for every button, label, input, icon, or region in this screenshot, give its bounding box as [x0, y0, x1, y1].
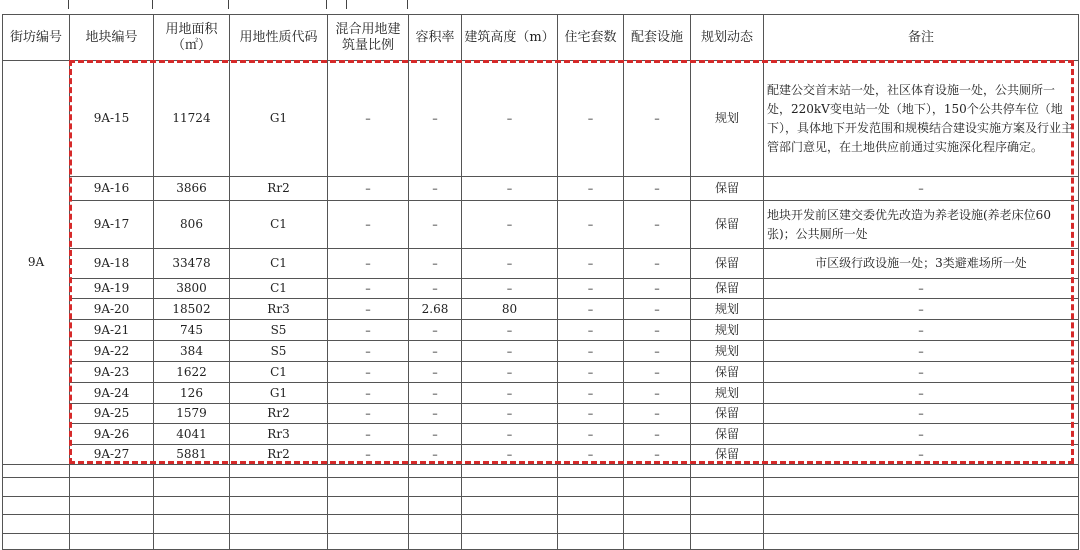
empty-cell	[328, 515, 409, 534]
mix-value: –	[328, 249, 409, 279]
header-facility: 配套设施	[624, 15, 691, 61]
area-value: 3866	[154, 177, 230, 201]
strip-tick	[228, 0, 229, 9]
empty-row	[3, 478, 1079, 497]
facility-value: –	[624, 341, 691, 362]
mix-value: –	[328, 201, 409, 249]
empty-cell	[328, 497, 409, 515]
plot-id: 9A-24	[70, 383, 154, 404]
table-row	[3, 362, 1079, 383]
housing-value: –	[558, 383, 624, 404]
table-row	[3, 279, 1079, 299]
plot-id: 9A-21	[70, 320, 154, 341]
plot-id: 9A-26	[70, 424, 154, 445]
empty-cell	[3, 534, 70, 550]
empty-cell	[409, 534, 462, 550]
facility-value: –	[624, 320, 691, 341]
header-area-unit: （㎡）	[171, 37, 211, 53]
height-value: 80	[462, 299, 558, 320]
code-value: C1	[230, 201, 328, 249]
area-value: 1579	[154, 404, 230, 424]
empty-cell	[764, 465, 1079, 478]
empty-cell	[70, 465, 154, 478]
empty-row	[3, 534, 1079, 550]
code-value: C1	[230, 279, 328, 299]
far-value: –	[409, 424, 462, 445]
far-value: –	[409, 383, 462, 404]
empty-cell	[154, 534, 230, 550]
area-value: 5881	[154, 445, 230, 465]
strip-tick	[346, 0, 347, 9]
code-value: G1	[230, 383, 328, 404]
far-value: –	[409, 177, 462, 201]
note-value: –	[764, 404, 1079, 424]
mix-value: –	[328, 424, 409, 445]
facility-value: –	[624, 404, 691, 424]
empty-cell	[328, 465, 409, 478]
mix-value: –	[328, 445, 409, 465]
empty-cell	[764, 515, 1079, 534]
note-value: –	[764, 362, 1079, 383]
plot-id: 9A-23	[70, 362, 154, 383]
housing-value: –	[558, 177, 624, 201]
status-value: 规划	[691, 320, 764, 341]
housing-value: –	[558, 299, 624, 320]
height-value: –	[462, 424, 558, 445]
empty-cell	[230, 515, 328, 534]
facility-value: –	[624, 249, 691, 279]
strip-tick	[326, 0, 327, 9]
facility-value: –	[624, 383, 691, 404]
empty-cell	[70, 497, 154, 515]
height-value: –	[462, 61, 558, 177]
header-area	[154, 15, 230, 61]
plot-id: 9A-18	[70, 249, 154, 279]
empty-row	[3, 465, 1079, 478]
note-value: 市区级行政设施一处；3类避难场所一处	[764, 249, 1079, 279]
far-value: –	[409, 201, 462, 249]
mix-value: –	[328, 404, 409, 424]
far-value: –	[409, 249, 462, 279]
empty-cell	[691, 478, 764, 497]
table-row	[3, 320, 1079, 341]
area-value: 806	[154, 201, 230, 249]
empty-cell	[691, 515, 764, 534]
mix-value: –	[328, 177, 409, 201]
table-row	[3, 341, 1079, 362]
far-value: –	[409, 341, 462, 362]
facility-value: –	[624, 201, 691, 249]
housing-value: –	[558, 404, 624, 424]
empty-cell	[70, 534, 154, 550]
plot-id: 9A-15	[70, 61, 154, 177]
header-dikuai: 地块编号	[70, 15, 154, 61]
empty-cell	[230, 465, 328, 478]
land-use-table	[2, 14, 1079, 550]
plot-id: 9A-22	[70, 341, 154, 362]
empty-cell	[462, 515, 558, 534]
area-value: 3800	[154, 279, 230, 299]
empty-cell	[764, 497, 1079, 515]
housing-value: –	[558, 362, 624, 383]
status-value: 规划	[691, 299, 764, 320]
empty-cell	[558, 478, 624, 497]
header-mix	[328, 15, 409, 61]
facility-value: –	[624, 177, 691, 201]
empty-cell	[462, 478, 558, 497]
empty-cell	[558, 515, 624, 534]
housing-value: –	[558, 279, 624, 299]
cropped-top-strip	[0, 0, 1080, 14]
plot-id: 9A-25	[70, 404, 154, 424]
table-row	[3, 424, 1079, 445]
area-value: 18502	[154, 299, 230, 320]
empty-cell	[154, 497, 230, 515]
strip-tick	[152, 0, 153, 9]
empty-cell	[624, 515, 691, 534]
status-value: 保留	[691, 404, 764, 424]
plot-id: 9A-27	[70, 445, 154, 465]
table-row	[3, 61, 1079, 177]
facility-value: –	[624, 299, 691, 320]
status-value: 规划	[691, 341, 764, 362]
table-row	[3, 201, 1079, 249]
plot-id: 9A-19	[70, 279, 154, 299]
status-value: 保留	[691, 249, 764, 279]
empty-cell	[462, 534, 558, 550]
facility-value: –	[624, 445, 691, 465]
empty-row	[3, 497, 1079, 515]
height-value: –	[462, 201, 558, 249]
far-value: –	[409, 445, 462, 465]
table-row	[3, 177, 1079, 201]
height-value: –	[462, 279, 558, 299]
height-value: –	[462, 362, 558, 383]
plot-id: 9A-17	[70, 201, 154, 249]
header-code: 用地性质代码	[230, 15, 328, 61]
empty-cell	[558, 465, 624, 478]
empty-cell	[624, 497, 691, 515]
mix-value: –	[328, 362, 409, 383]
mix-value: –	[328, 299, 409, 320]
facility-value: –	[624, 362, 691, 383]
height-value: –	[462, 445, 558, 465]
table-row	[3, 404, 1079, 424]
height-value: –	[462, 341, 558, 362]
table-row	[3, 249, 1079, 279]
empty-cell	[3, 478, 70, 497]
empty-cell	[691, 534, 764, 550]
note-value: –	[764, 177, 1079, 201]
note-value: 地块开发前区建交委优先改造为养老设施(养老床位60张)；公共厕所一处	[764, 201, 1079, 249]
empty-cell	[328, 534, 409, 550]
housing-value: –	[558, 61, 624, 177]
far-value: –	[409, 320, 462, 341]
area-value: 384	[154, 341, 230, 362]
facility-value: –	[624, 61, 691, 177]
status-value: 保留	[691, 362, 764, 383]
header-note: 备注	[764, 15, 1079, 61]
empty-cell	[409, 465, 462, 478]
far-value: –	[409, 61, 462, 177]
header-housing: 住宅套数	[558, 15, 624, 61]
mix-value: –	[328, 383, 409, 404]
header-far: 容积率	[409, 15, 462, 61]
status-value: 保留	[691, 445, 764, 465]
strip-tick	[68, 0, 69, 9]
status-value: 规划	[691, 383, 764, 404]
note-value: –	[764, 341, 1079, 362]
mix-value: –	[328, 61, 409, 177]
empty-cell	[409, 497, 462, 515]
code-value: S5	[230, 341, 328, 362]
header-row	[3, 15, 1079, 61]
area-value: 11724	[154, 61, 230, 177]
header-status: 规划动态	[691, 15, 764, 61]
height-value: –	[462, 249, 558, 279]
empty-cell	[3, 515, 70, 534]
note-value: –	[764, 279, 1079, 299]
status-value: 保留	[691, 201, 764, 249]
header-mix-line1: 混合用地建	[335, 21, 401, 37]
empty-cell	[154, 478, 230, 497]
far-value: –	[409, 362, 462, 383]
far-value: 2.68	[409, 299, 462, 320]
empty-cell	[70, 478, 154, 497]
header-mix-line2: 筑量比例	[341, 37, 394, 53]
code-value: Rr2	[230, 445, 328, 465]
far-value: –	[409, 404, 462, 424]
note-value: –	[764, 299, 1079, 320]
header-height: 建筑高度（m）	[462, 15, 558, 61]
note-value: 配建公交首末站一处，社区体育设施一处，公共厕所一处，220kV变电站一处（地下），150个公共停车位（地下），具体地下开发范围和规模结合建设实施方案及行业主管部门意见，在土地供应前通过实施深化程序确定。	[764, 61, 1079, 177]
empty-cell	[558, 497, 624, 515]
jiefang-cell: 9A	[3, 61, 70, 465]
far-value: –	[409, 279, 462, 299]
housing-value: –	[558, 320, 624, 341]
facility-value: –	[624, 424, 691, 445]
status-value: 保留	[691, 177, 764, 201]
height-value: –	[462, 404, 558, 424]
empty-cell	[70, 515, 154, 534]
empty-cell	[154, 515, 230, 534]
height-value: –	[462, 177, 558, 201]
status-value: 保留	[691, 424, 764, 445]
code-value: S5	[230, 320, 328, 341]
status-value: 规划	[691, 61, 764, 177]
note-value: –	[764, 320, 1079, 341]
housing-value: –	[558, 249, 624, 279]
empty-cell	[462, 497, 558, 515]
note-value: –	[764, 424, 1079, 445]
mix-value: –	[328, 320, 409, 341]
housing-value: –	[558, 445, 624, 465]
housing-value: –	[558, 341, 624, 362]
empty-cell	[764, 534, 1079, 550]
status-value: 保留	[691, 279, 764, 299]
empty-cell	[624, 465, 691, 478]
empty-cell	[3, 497, 70, 515]
empty-cell	[462, 465, 558, 478]
code-value: Rr2	[230, 177, 328, 201]
header-jiefang: 街坊编号	[3, 15, 70, 61]
code-value: Rr3	[230, 424, 328, 445]
empty-cell	[624, 534, 691, 550]
facility-value: –	[624, 279, 691, 299]
empty-cell	[230, 497, 328, 515]
table-row	[3, 383, 1079, 404]
strip-tick	[407, 0, 408, 9]
empty-cell	[3, 465, 70, 478]
code-value: G1	[230, 61, 328, 177]
empty-cell	[409, 515, 462, 534]
area-value: 1622	[154, 362, 230, 383]
code-value: Rr3	[230, 299, 328, 320]
empty-row	[3, 515, 1079, 534]
area-value: 4041	[154, 424, 230, 445]
area-value: 745	[154, 320, 230, 341]
note-value: –	[764, 383, 1079, 404]
plot-id: 9A-16	[70, 177, 154, 201]
mix-value: –	[328, 279, 409, 299]
area-value: 33478	[154, 249, 230, 279]
empty-cell	[409, 478, 462, 497]
header-area-label: 用地面积	[165, 21, 218, 37]
empty-cell	[230, 478, 328, 497]
code-value: C1	[230, 249, 328, 279]
code-value: Rr2	[230, 404, 328, 424]
height-value: –	[462, 383, 558, 404]
housing-value: –	[558, 424, 624, 445]
table-row	[3, 299, 1079, 320]
plot-id: 9A-20	[70, 299, 154, 320]
note-value: –	[764, 445, 1079, 465]
empty-cell	[691, 497, 764, 515]
empty-cell	[328, 478, 409, 497]
empty-cell	[624, 478, 691, 497]
housing-value: –	[558, 201, 624, 249]
empty-cell	[691, 465, 764, 478]
empty-cell	[764, 478, 1079, 497]
area-value: 126	[154, 383, 230, 404]
table-row	[3, 445, 1079, 465]
mix-value: –	[328, 341, 409, 362]
height-value: –	[462, 320, 558, 341]
empty-cell	[558, 534, 624, 550]
empty-cell	[230, 534, 328, 550]
code-value: C1	[230, 362, 328, 383]
empty-cell	[154, 465, 230, 478]
